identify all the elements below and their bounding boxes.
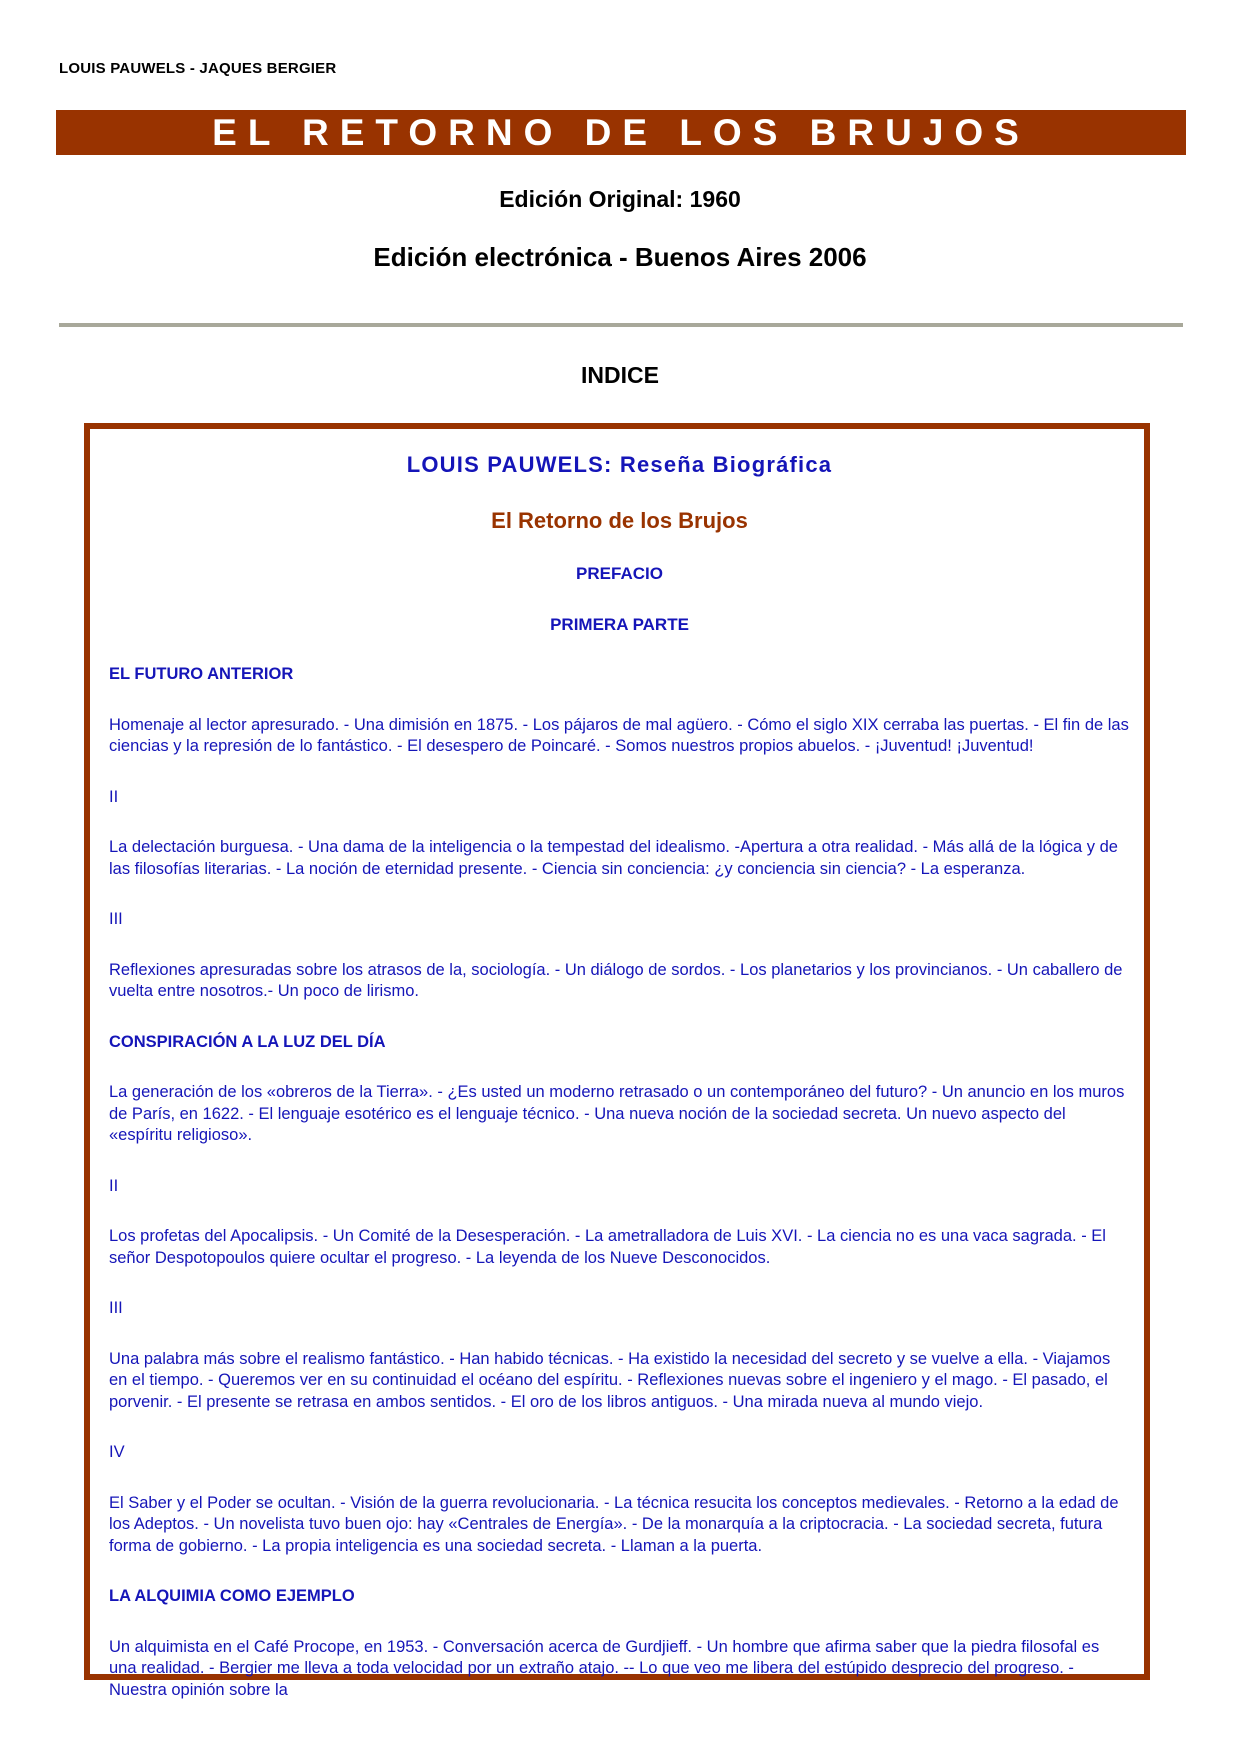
- section-summary[interactable]: Una palabra más sobre el realismo fantástico. - Han habido técnicas. - Ha existido la necesidad del secreto y se vuelve a ella. - Viajamos en el tiempo. - Queremos ver en su continuidad el océano del espíritu. - Reflexiones nuevas sobre el ingeniero y el mago. - El pasado, el porvenir. - El presente se retrasa en ambos sentidos. - El oro de los libros antiguos. - Una mirada nueva al mundo viejo.: [109, 1349, 1111, 1411]
- index-box: [84, 423, 1150, 1699]
- index-heading: INDICE: [581, 362, 659, 388]
- section-number[interactable]: IV: [109, 1443, 125, 1461]
- section-number[interactable]: II: [109, 787, 119, 806]
- link-preface[interactable]: PREFACIO: [576, 564, 663, 583]
- section-summary[interactable]: Homenaje al lector apresurado. - Una dimisión en 1875. - Los pájaros de mal agüero. - Cómo el siglo XIX cerraba las puertas. - El fin de las ciencias y la represión de lo fantástico. - El desespero de Poincaré. - Somos nuestros propios abuelos. - ¡Juventud! ¡Juventud!: [109, 715, 1129, 755]
- link-chapter-alquimia[interactable]: LA ALQUIMIA COMO EJEMPLO: [109, 1587, 355, 1605]
- part-heading: PRIMERA PARTE: [550, 614, 689, 634]
- section-summary[interactable]: Un alquimista en el Café Procope, en 1953. - Conversación acerca de Gurdjieff. - Un hombre que afirma saber que la piedra filosofal es una realidad. - Bergier me lleva a toda velocidad por un extraño atajo. -- Lo que veo me libera del estúpido desprecio del progreso. - Nuestra opinión sobre la: [109, 1637, 1100, 1699]
- original-edition: Edición Original: 1960: [499, 186, 741, 212]
- section-summary[interactable]: La delectación burguesa. - Una dama de la inteligencia o la tempestad del idealismo. -Apertura a otra realidad. - Más allá de la lógica y de las filosofías literarias. - La noción de eternidad presente. - Ciencia sin conciencia: ¿y conciencia sin ciencia? - La esperanza.: [109, 838, 1118, 878]
- link-chapter-conspiracion[interactable]: CONSPIRACIÓN A LA LUZ DEL DÍA: [109, 1032, 386, 1051]
- section-number[interactable]: III: [109, 1299, 123, 1317]
- section-number[interactable]: II: [109, 1176, 119, 1195]
- book-title-heading: El Retorno de los Brujos: [491, 508, 748, 533]
- section-summary[interactable]: Los profetas del Apocalipsis. - Un Comité de la Desesperación. - La ametralladora de Luis XVI. - La ciencia no es una vaca sagrada. - El señor Despotopoulos quiere ocultar el progreso. - La leyenda de los Nueve Desconocidos.: [109, 1227, 1106, 1267]
- authors-line: LOUIS PAUWELS - JAQUES BERGIER: [59, 60, 337, 77]
- section-summary[interactable]: La generación de los «obreros de la Tierra». - ¿Es usted un moderno retrasado o un contemporáneo del futuro? - Un anuncio en los muros de París, en 1622. - El lenguaje esotérico es el lenguaje técnico. - Una nueva noción de la sociedad secreta. Un nuevo aspecto del «espíritu religioso».: [109, 1083, 1125, 1144]
- horizontal-divider: [59, 323, 1183, 327]
- section-summary[interactable]: Reflexiones apresuradas sobre los atrasos de la, sociología. - Un diálogo de sordos. - Los planetarios y los provincianos. - Un caballero de vuelta entre nosotros.- Un poco de lirismo.: [109, 960, 1123, 1000]
- link-biography[interactable]: LOUIS PAUWELS: Reseña Biográfica: [406, 452, 833, 477]
- link-chapter-futuro-anterior[interactable]: EL FUTURO ANTERIOR: [109, 665, 294, 683]
- section-number[interactable]: III: [109, 910, 123, 928]
- electronic-edition: Edición electrónica - Buenos Aires 2006: [373, 242, 867, 272]
- section-summary[interactable]: El Saber y el Poder se ocultan. - Visión de la guerra revolucionaria. - La técnica resucita los conceptos medievales. - Retorno a la edad de los Adeptos. - Un novelista tuvo buen ojo: hay «Centrales de Energía». - De la monarquía a la criptocracia. - La sociedad secreta, futura forma de gobierno. - La propia inteligencia es una sociedad secreta. - Llaman a la puerta.: [109, 1493, 1119, 1555]
- book-title-banner: EL RETORNO DE LOS BRUJOS: [56, 110, 1186, 155]
